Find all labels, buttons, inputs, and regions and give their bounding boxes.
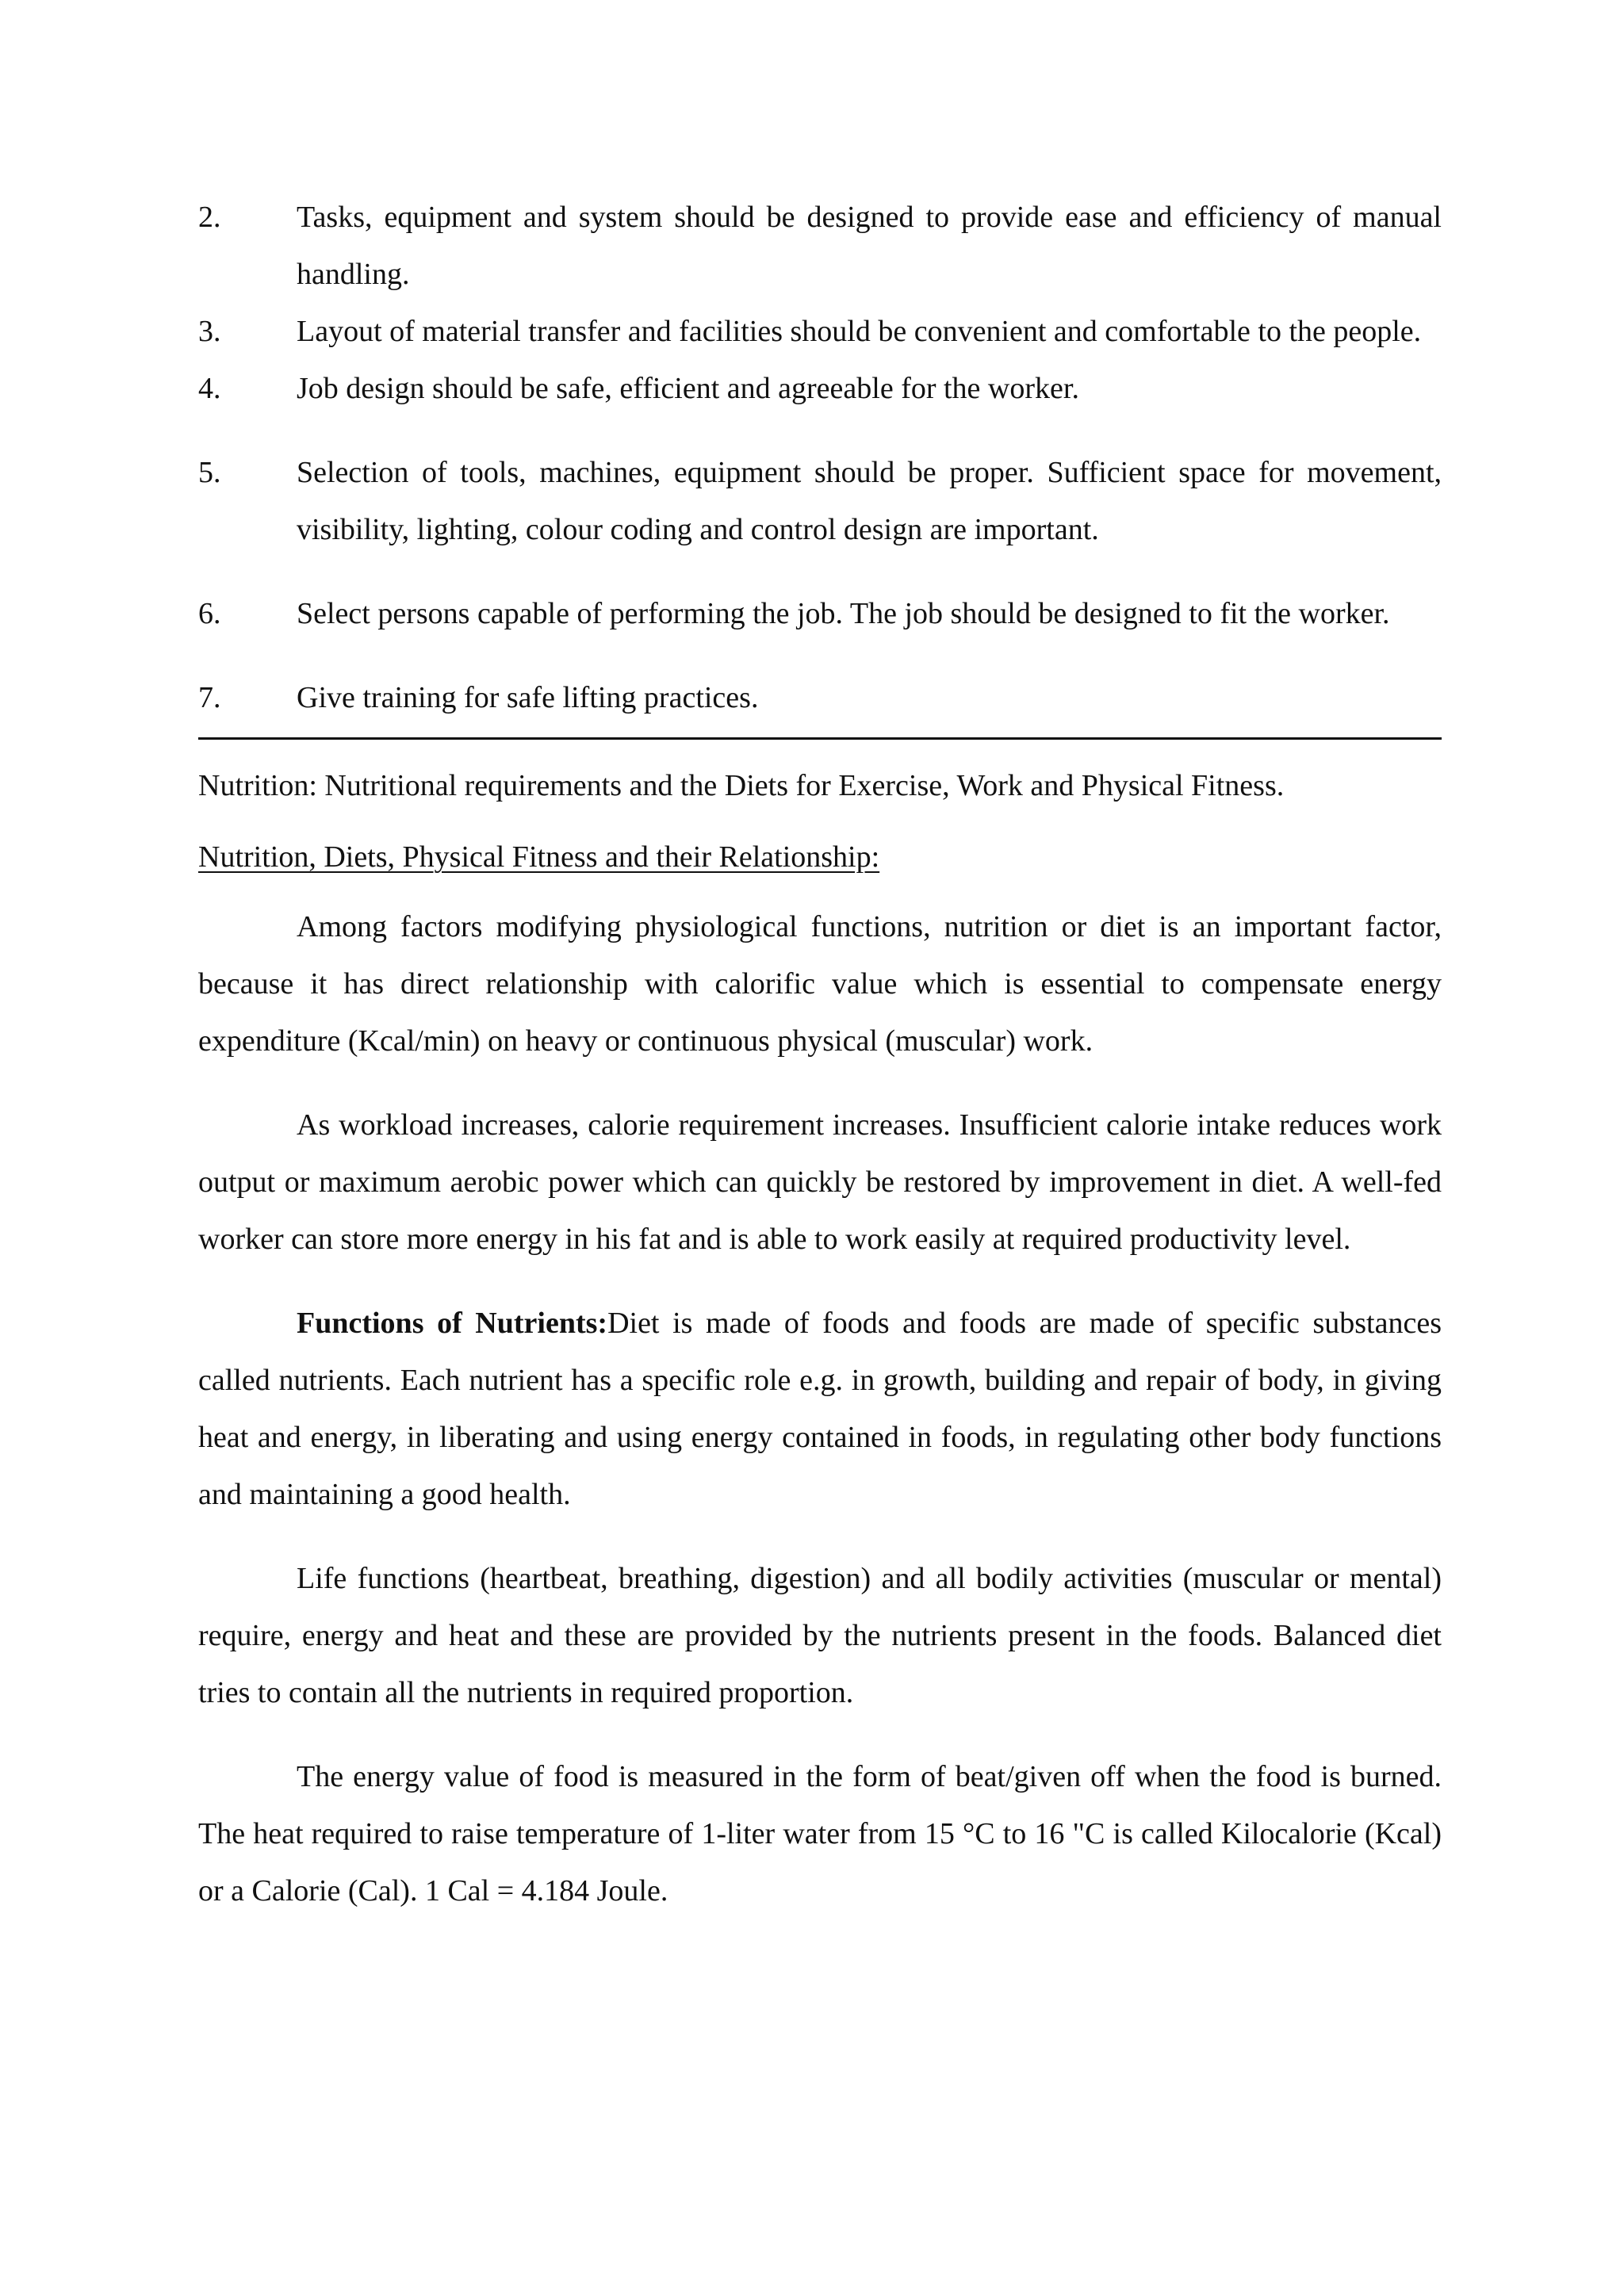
section-subheading — [198, 828, 1442, 886]
paragraph-5: The energy value of food is measured in the form of beat/given off when the food is burned. The heat required to raise temperature of 1-liter water from 15 °C to 16 "C is called Kilocalorie (Kcal) or a Calorie (Cal). 1 Cal = 4.184 Joule. — [198, 1760, 1442, 1908]
list-number: 2. — [198, 201, 221, 234]
list-number: 5. — [198, 456, 221, 489]
section-title: Nutrition: Nutritional requirements and the Diets for Exercise, Work and Physical Fitness. — [198, 769, 1285, 802]
paragraph-4: Life functions (heartbeat, breathing, digestion) and all bodily activities (muscular or mental) require, energy and heat and these are provided by the nutrients present in the foods. Balanced diet tries to contain all the nutrients in required proportion. — [198, 1562, 1442, 1709]
list-item — [198, 189, 1442, 303]
list-text: Job design should be safe, efficient and agreeable for the worker. — [297, 372, 1079, 405]
list-text: Layout of material transfer and facilities should be convenient and comfortable to the people. — [297, 315, 1422, 348]
list-text: Tasks, equipment and system should be designed to provide ease and efficiency of manual handling. — [297, 201, 1442, 291]
list-number: 7. — [198, 681, 221, 714]
list-item — [198, 585, 1442, 642]
paragraph-3-heading: Functions of Nutrients: — [297, 1307, 608, 1340]
paragraph-1: Among factors modifying physiological functions, nutrition or diet is an important factor, because it has direct relationship with calorific value which is essential to compensate energy expenditure (Kcal/min) on heavy or continuous physical (muscular) work. — [198, 910, 1442, 1058]
list-item — [198, 360, 1442, 417]
horizontal-rule — [198, 737, 1442, 740]
list-text: Select persons capable of performing the job. The job should be designed to fit the worker. — [297, 597, 1390, 630]
list-item — [198, 669, 1442, 726]
list-number: 3. — [198, 315, 221, 348]
list-text: Give training for safe lifting practices. — [297, 681, 759, 714]
paragraph-3-text: Diet is made of foods and foods are made of specific substances called nutrients. Each nutrient has a specific role e.g. in growth, building and repair of body, in giving heat and energy, in liberating and using energy contained in foods, in regulating other body functions and maintaining a good health. — [198, 1307, 1442, 1511]
list-item — [198, 303, 1442, 360]
list-text: Selection of tools, machines, equipment should be proper. Sufficient space for movement, visibility, lighting, colour coding and control design are important. — [297, 456, 1442, 546]
list-number: 6. — [198, 597, 221, 630]
list-item — [198, 444, 1442, 558]
paragraph-3 — [198, 1295, 1442, 1523]
list-number: 4. — [198, 372, 221, 405]
paragraph-2: As workload increases, calorie requirement increases. Insufficient calorie intake reduces work output or maximum aerobic power which can quickly be restored by improvement in diet. A well-fed worker can store more energy in his fat and is able to work easily at required productivity level. — [198, 1108, 1442, 1256]
document-page — [198, 189, 1442, 1919]
subheading-text: Nutrition, Diets, Physical Fitness and their Relationship: — [198, 840, 880, 874]
